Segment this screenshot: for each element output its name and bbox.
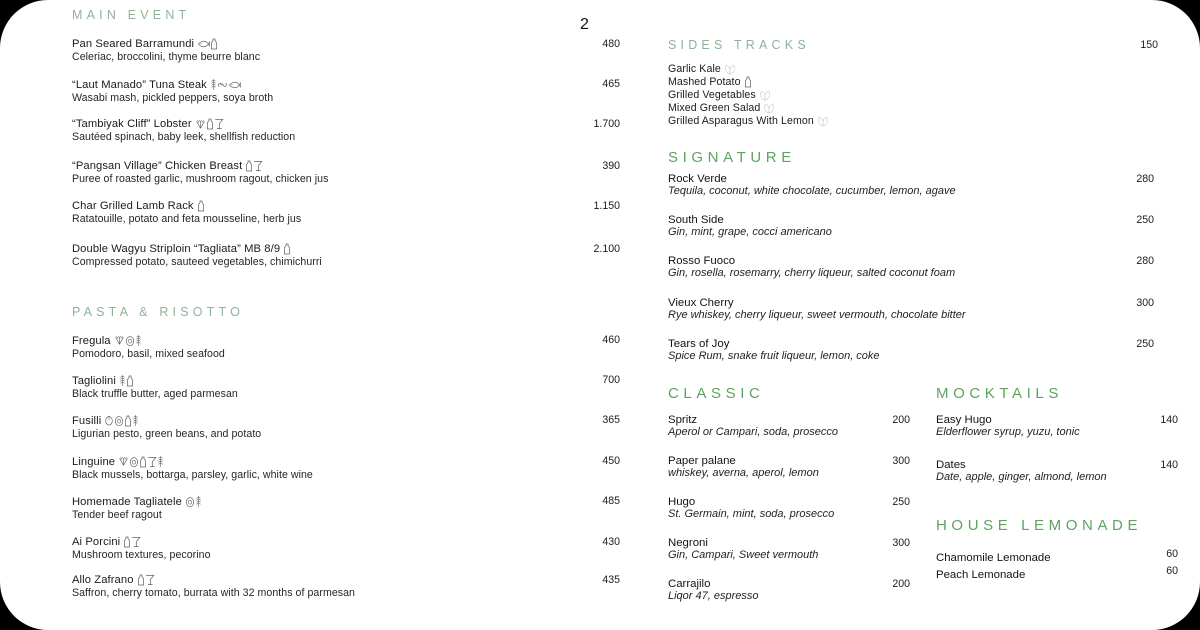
menu-item-description: Sautéed spinach, baby leek, shellfish reduction	[72, 131, 296, 144]
menu-item-price: 390	[602, 160, 620, 172]
drink-item[interactable]	[668, 173, 1158, 197]
section-heading-sides-tracks: SIDES TRACKS	[668, 38, 810, 52]
alcohol-icon	[253, 160, 263, 172]
menu-item-price: 435	[602, 574, 620, 586]
milk-icon	[126, 375, 134, 387]
menu-item-name	[72, 118, 620, 130]
menu-item-description: Compressed potato, sauteed vegetables, chimichurri	[72, 256, 322, 269]
side-item[interactable]	[668, 63, 736, 75]
allergen-icon-group	[817, 115, 829, 127]
menu-item-price: 1.150	[593, 200, 620, 212]
page-number: 2	[580, 16, 589, 33]
allergen-icon-group	[759, 89, 771, 101]
gluten-icon	[132, 414, 139, 427]
menu-item-price: 700	[602, 374, 620, 386]
drink-item-name: Paper palane	[668, 455, 736, 467]
menu-item-description: Celeriac, broccolini, thyme beurre blanc	[72, 51, 261, 64]
menu-item-price: 465	[602, 78, 620, 90]
drink-item-price: 250	[1136, 338, 1154, 350]
lemonade-item-price: 60	[1166, 565, 1178, 577]
gluten-icon	[195, 495, 202, 508]
alcohol-icon	[214, 118, 224, 130]
allergen-icon-group	[724, 63, 736, 75]
milk-icon	[210, 38, 218, 50]
alcohol-icon	[131, 536, 141, 548]
menu-item-name-text: Double Wagyu Striploin “Tagliata” MB 8/9	[72, 243, 281, 256]
menu-item-name-text: “Laut Manado” Tuna Steak	[72, 78, 207, 91]
drink-item-price: 280	[1136, 173, 1154, 185]
menu-item-name-text: Homemade Tagliatele	[72, 495, 182, 508]
menu-item-name	[72, 414, 620, 427]
menu-item-price: 365	[602, 414, 620, 426]
allergen-icon-group	[185, 495, 202, 508]
menu-item[interactable]	[72, 536, 620, 561]
allergen-icon-group	[744, 76, 752, 88]
menu-item[interactable]	[72, 38, 620, 63]
menu-item-name-text: Linguine	[72, 455, 116, 468]
menu-item-name	[72, 78, 620, 91]
drink-item-name: Negroni	[668, 537, 708, 549]
milk-icon	[124, 415, 132, 427]
allergen-icon-group	[210, 78, 241, 91]
allergen-icon-group	[114, 334, 142, 347]
menu-item-price: 2.100	[593, 243, 620, 255]
menu-item-description: Pomodoro, basil, mixed seafood	[72, 348, 225, 360]
menu-item[interactable]	[72, 414, 620, 440]
side-item[interactable]	[668, 115, 829, 127]
drink-item-price: 250	[892, 496, 910, 508]
section-heading-pasta-risotto: PASTA & RISOTTO	[72, 305, 245, 319]
menu-item-name-text: Allo Zafrano	[72, 574, 134, 587]
drink-item-name: South Side	[668, 214, 724, 226]
side-item[interactable]	[668, 102, 775, 114]
menu-item-price: 460	[602, 334, 620, 346]
drink-item[interactable]	[936, 459, 1178, 483]
drink-item-name: Tears of Joy	[668, 338, 730, 350]
menu-item-name-text: Tagliolini	[72, 374, 116, 387]
lemonade-item-name: Chamomile Lemonade	[936, 552, 1051, 564]
drink-item-description: Gin, mint, grape, cocci americano	[668, 226, 832, 238]
allergen-icon-group	[137, 574, 155, 586]
side-item[interactable]	[668, 76, 752, 88]
drink-item[interactable]	[668, 455, 908, 479]
menu-item[interactable]	[72, 334, 620, 360]
menu-item-name	[72, 200, 620, 212]
lemonade-item[interactable]	[936, 565, 1178, 583]
milk-icon	[137, 574, 145, 586]
drink-item-description: Tequila, coconut, white chocolate, cucumber, lemon, agave	[668, 185, 956, 197]
allergen-icon-group	[104, 414, 139, 427]
lemonade-item-name: Peach Lemonade	[936, 569, 1026, 581]
drink-item-price: 140	[1160, 459, 1178, 471]
menu-item[interactable]	[72, 160, 620, 185]
sides-tracks-price: 150	[1140, 39, 1158, 51]
drink-item[interactable]	[668, 214, 1158, 238]
menu-item[interactable]	[72, 78, 620, 104]
left-column	[72, 0, 620, 630]
milk-icon	[245, 160, 253, 172]
gluten-icon	[119, 374, 126, 387]
milk-icon	[744, 76, 752, 88]
egg-icon	[185, 496, 195, 508]
menu-item-name-text: “Pangsan Village” Chicken Breast	[72, 160, 243, 173]
side-item-name: Grilled Vegetables	[668, 89, 756, 101]
menu-item-name	[72, 455, 620, 468]
allergen-icon-group	[283, 243, 291, 255]
drink-item-price: 140	[1160, 414, 1178, 426]
alcohol-icon	[145, 574, 155, 586]
allergen-icon-group	[197, 38, 218, 50]
menu-item-name	[72, 374, 620, 387]
fish-icon	[228, 80, 241, 90]
menu-item-price: 450	[602, 455, 620, 467]
vegan-leaf-icon	[724, 64, 736, 75]
peanut-icon	[217, 80, 228, 89]
drink-item-description: Aperol or Campari, soda, prosecco	[668, 426, 838, 438]
menu-item-name-text: Ai Porcini	[72, 536, 121, 549]
menu-item-name	[72, 536, 620, 548]
menu-item-description: Wasabi mash, pickled peppers, soya broth	[72, 92, 274, 104]
drink-item-description: whiskey, averna, aperol, lemon	[668, 467, 819, 479]
menu-item[interactable]	[72, 374, 620, 400]
drink-item[interactable]	[668, 297, 1158, 321]
menu-item-description: Saffron, cherry tomato, burrata with 32 months of parmesan	[72, 587, 355, 600]
drink-item-description: Spice Rum, snake fruit liqueur, lemon, coke	[668, 350, 880, 362]
right-column	[668, 0, 1178, 630]
side-item[interactable]	[668, 89, 771, 101]
drink-item[interactable]	[668, 496, 908, 520]
drink-item-price: 250	[1136, 214, 1154, 226]
menu-item-description: Mushroom textures, pecorino	[72, 549, 211, 562]
menu-item-description: Ligurian pesto, green beans, and potato	[72, 428, 262, 440]
menu-item[interactable]	[72, 495, 620, 521]
menu-item[interactable]	[72, 455, 620, 481]
shellfish-icon	[118, 456, 129, 467]
vegan-leaf-icon	[759, 90, 771, 101]
allergen-icon-group	[123, 536, 141, 548]
menu-item-name-text: Fregula	[72, 334, 111, 347]
allergen-icon-group	[119, 374, 134, 387]
drink-item-price: 200	[892, 578, 910, 590]
section-heading-mocktails: MOCKTAILS	[936, 385, 1063, 402]
allergen-icon-group	[763, 102, 775, 114]
drink-item-name: Rock Verde	[668, 173, 727, 185]
vegan-leaf-icon	[763, 103, 775, 114]
milk-icon	[206, 118, 214, 130]
allergen-icon-group	[195, 118, 224, 130]
side-item-name: Mixed Green Salad	[668, 102, 761, 114]
drink-item-name: Dates	[936, 459, 966, 471]
section-heading-main-event: MAIN EVENT	[72, 8, 191, 22]
drink-item-description: Rye whiskey, cherry liqueur, sweet vermouth, chocolate bitter	[668, 309, 966, 321]
menu-item-description: Black truffle butter, aged parmesan	[72, 388, 238, 400]
shellfish-icon	[195, 119, 206, 130]
drink-item[interactable]	[668, 578, 908, 602]
menu-item-name-text: Pan Seared Barramundi	[72, 38, 195, 51]
menu-item-name	[72, 574, 620, 586]
drink-item-description: Elderflower syrup, yuzu, tonic	[936, 426, 1080, 438]
drink-item-name: Spritz	[668, 414, 698, 426]
menu-item-name-text: Char Grilled Lamb Rack	[72, 200, 194, 213]
menu-item-description: Tender beef ragout	[72, 509, 162, 521]
gluten-icon	[157, 455, 164, 468]
menu-item-name	[72, 243, 620, 255]
egg-icon	[129, 456, 139, 468]
nut-icon	[104, 415, 114, 426]
menu-item[interactable]	[72, 200, 620, 225]
drink-item-name: Easy Hugo	[936, 414, 992, 426]
menu-item[interactable]	[72, 243, 620, 268]
side-item-name: Mashed Potato	[668, 76, 741, 89]
drink-item-price: 300	[892, 537, 910, 549]
menu-item-price: 430	[602, 536, 620, 548]
gluten-icon	[210, 78, 217, 91]
menu-item-description: Puree of roasted garlic, mushroom ragout, chicken jus	[72, 173, 329, 186]
drink-item-description: St. Germain, mint, soda, prosecco	[668, 508, 835, 520]
drink-item-name: Carrajilo	[668, 578, 711, 590]
menu-item-name	[72, 160, 620, 172]
menu-item-name	[72, 334, 620, 347]
menu-item[interactable]	[72, 118, 620, 143]
menu-item-description: Ratatouille, potato and feta mousseline, herb jus	[72, 213, 302, 226]
drink-item-name: Rosso Fuoco	[668, 255, 736, 267]
menu-item-description: Black mussels, bottarga, parsley, garlic, white wine	[72, 469, 313, 481]
drink-item-name: Hugo	[668, 496, 696, 508]
menu-item-name	[72, 495, 620, 508]
drink-item[interactable]	[668, 338, 1158, 362]
menu-item-name	[72, 38, 620, 50]
shellfish-icon	[114, 335, 125, 346]
lemonade-item[interactable]	[936, 548, 1178, 566]
drink-item[interactable]	[936, 414, 1178, 438]
menu-item-name-text: Fusilli	[72, 414, 102, 427]
lemonade-item-price: 60	[1166, 548, 1178, 560]
drink-item-price: 300	[1136, 297, 1154, 309]
drink-item-name: Vieux Cherry	[668, 297, 734, 309]
allergen-icon-group	[245, 160, 263, 172]
section-heading-signature: SIGNATURE	[668, 149, 796, 166]
egg-icon	[125, 335, 135, 347]
allergen-icon-group	[197, 200, 205, 212]
milk-icon	[139, 456, 147, 468]
drink-item-description: Liqor 47, espresso	[668, 590, 759, 602]
drink-item-price: 200	[892, 414, 910, 426]
side-item-name: Garlic Kale	[668, 63, 721, 75]
milk-icon	[123, 536, 131, 548]
menu-item-price: 485	[602, 495, 620, 507]
menu-item[interactable]	[72, 574, 620, 599]
drink-item-description: Gin, rosella, rosemarry, cherry liqueur, salted coconut foam	[668, 267, 956, 279]
alcohol-icon	[147, 456, 157, 468]
drink-item[interactable]	[668, 414, 908, 438]
milk-icon	[283, 243, 291, 255]
drink-item[interactable]	[668, 537, 908, 561]
menu-item-name-text: “Tambiyak Cliff” Lobster	[72, 118, 192, 131]
section-heading-classic: CLASSIC	[668, 385, 765, 402]
drink-item[interactable]	[668, 255, 1158, 279]
drink-item-description: Gin, Campari, Sweet vermouth	[668, 549, 819, 561]
milk-icon	[197, 200, 205, 212]
allergen-icon-group	[118, 455, 164, 468]
fish-icon	[197, 39, 210, 49]
egg-icon	[114, 415, 124, 427]
section-heading-house-lemonade: HOUSE LEMONADE	[936, 517, 1143, 534]
drink-item-price: 280	[1136, 255, 1154, 267]
drink-item-price: 300	[892, 455, 910, 467]
side-item-name: Grilled Asparagus With Lemon	[668, 115, 814, 127]
gluten-icon	[135, 334, 142, 347]
drink-item-description: Date, apple, ginger, almond, lemon	[936, 471, 1107, 483]
menu-item-price: 1.700	[593, 118, 620, 130]
vegan-leaf-icon	[817, 116, 829, 127]
menu-item-price: 480	[602, 38, 620, 50]
